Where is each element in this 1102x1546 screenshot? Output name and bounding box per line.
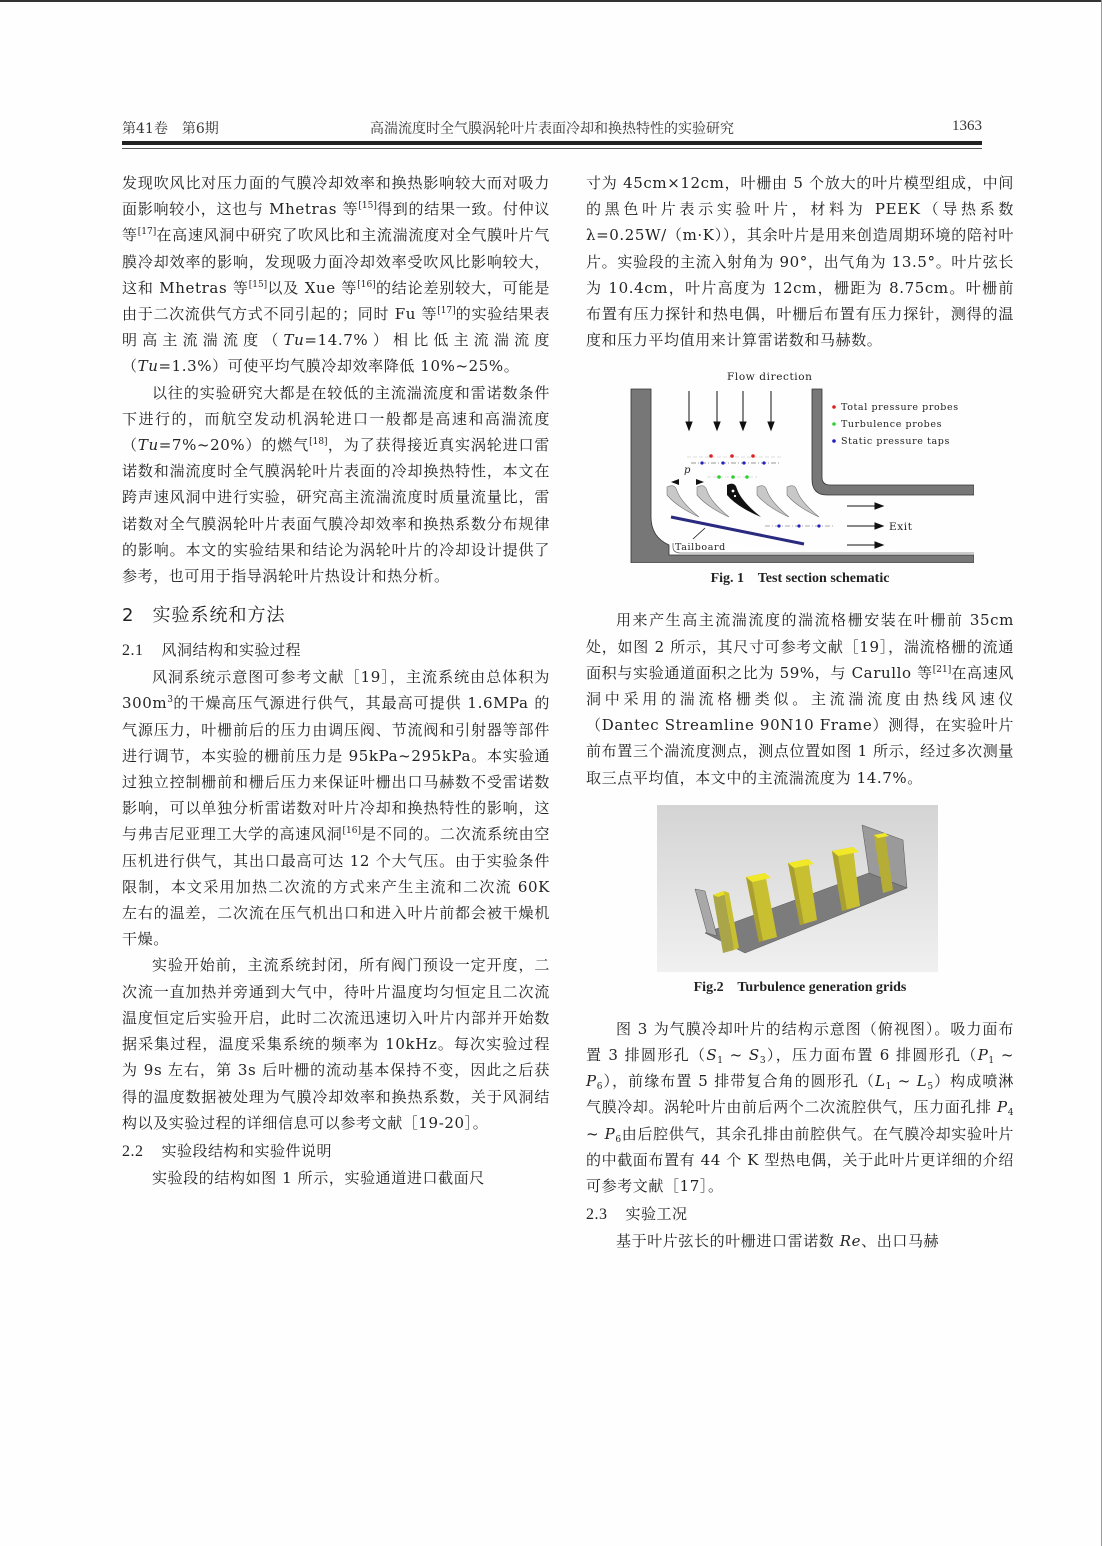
pitch-label: p: [684, 465, 692, 477]
paragraph: 实验开始前，主流系统封闭，所有阀门预设一定开度，二次流一直加热并旁通到大气中，待叶片温度均匀恒定且二次流温度恒定后实验开启，此时二次流迅速切入叶片内部并开始数据采集过程，温度采集系统的频率为 10kHz。每次实验过程为 9s 左右，第 3s 后叶栅的流动基本保持不变，因此之后获得的温度数据被处理为气膜冷却效率和换热系数，关于风洞结构以及实验过程的详细信息可以参考文献［19-20］。: [122, 956, 550, 1132]
figure-1: [586, 367, 1014, 589]
channel-wall-left-bottom: [631, 389, 974, 563]
static-pressure-taps-exit: [777, 525, 820, 528]
flow-arrows: [686, 391, 774, 430]
paragraph: 图 3 为气膜冷却叶片的结构示意图（俯视图）。吸力面布置 3 排圆形孔（$S_1$ ~ $S_3$），压力面布置 6 排圆形孔（$P_1$ ~ $P_6$），前缘布置 5 排带复合角的圆形孔（$L_1$ ~ $L_5$）构成喷淋气膜冷却。涡轮叶片由前后两个二次流腔供气，压力面孔排 $P_4$ ~ $P_6$由后腔供气，其余孔排由前腔供气。在气膜冷却实验叶片的中截面布置有 44 个 K 型热电偶，关于此叶片更详细的介绍可参考文献［17］。: [586, 1019, 1015, 1196]
section-heading-2-2: 2.2 实验段结构和实验件说明: [122, 1141, 333, 1160]
paragraph: 发现吹风比对压力面的气膜冷却效率和换热影响较大而对吸力面影响较小，这也与 Mhetras 等[15]得到的结果一致。付仲议等[17]在高速风洞中研究了吹风比和主流湍流度对全气膜叶片气膜冷却效率的影响，发现吸力面冷却效率受吹风比影响较大，这和 Mhetras 等[15]以及 Xue 等[16]的结论差别较大，可能是由于二次流供气方式不同引起的；同时 Fu 等[17]的实验结果表明高主流湍流度（Tu=14.7%）相比低主流湍流度（Tu=1.3%）可使平均气膜冷却效率降低 10%~25%。: [122, 174, 550, 376]
legend-dot-static: [832, 440, 836, 444]
paragraph: 实验段的结构如图 1 所示，实验通道进口截面尺: [152, 1168, 485, 1187]
figure-2-caption: Fig.2 Turbulence generation grids: [693, 979, 907, 995]
figure-2: [586, 805, 1014, 998]
page-number: 1363: [952, 118, 982, 134]
legend-total-pressure: Total pressure probes: [841, 402, 959, 414]
exit-arrows: [847, 503, 883, 548]
paragraph: 基于叶片弦长的叶栅进口雷诺数 Re、出口马赫: [616, 1232, 940, 1251]
figure-2-turbulence-grids: [657, 805, 938, 972]
flow-direction-label: Flow direction: [727, 371, 813, 384]
figure-1-test-section-schematic: [629, 367, 974, 563]
legend: [832, 402, 958, 447]
exit-label: Exit: [889, 521, 913, 534]
legend-static-pressure: Static pressure taps: [841, 436, 950, 448]
volume-issue: 第41卷 第6期: [122, 121, 219, 137]
test-blade: [727, 484, 761, 517]
legend-turbulence: Turbulence probes: [841, 419, 943, 431]
legend-dot-turbulence: [832, 423, 836, 427]
figure-1-caption: Fig. 1 Test section schematic: [710, 571, 890, 587]
left-column: [122, 170, 550, 1191]
legend-dot-total-pressure: [832, 406, 836, 410]
running-header: [122, 118, 982, 140]
section-heading-2-3: 2.3 实验工况: [586, 1205, 688, 1224]
tailboard-pointer: [693, 528, 705, 539]
paragraph: 用来产生高主流湍流度的湍流格栅安装在叶栅前 35cm 处，如图 2 所示，其尺寸可参考文献［19］，湍流格栅的流通面积与实验通道面积之比为 59%，与 Carullo 等[21]在高速风洞中采用的湍流格栅类似。主流湍流度由热线风速仪（Dantec Streamline 90N10 Frame）测得，在实验叶片前布置三个湍流度测点，测点位置如图 1 所示，经过多次测量取三点平均值，本文中的主流湍流度为 14.7%。: [586, 611, 1014, 787]
page-top-border: [0, 0, 1102, 2]
right-column: [586, 170, 1014, 1254]
header-rule-thick: [122, 141, 982, 145]
section-heading-2: 2 实验系统和方法: [122, 605, 286, 627]
header-rule-thin: [122, 148, 982, 149]
paragraph: 以往的实验研究大都是在较低的主流湍流度和雷诺数条件下进行的，而航空发动机涡轮进口一般都是高速和高湍流度（Tu=7%~20%）的燃气[18]，为了获得接近真实涡轮进口雷诺数和湍流度时全气膜涡轮叶片表面的冷却换热特性，本文在跨声速风洞中进行实验，研究高主流湍流度时质量流量比，雷诺数对全气膜涡轮叶片表面气膜冷却效率和换热系数分布规律的影响。本文的实验结果和结论为涡轮叶片的冷却设计提供了参考，也可用于指导涡轮叶片热设计和热分析。: [122, 383, 550, 586]
paragraph: 风洞系统示意图可参考文献［19］，主流系统由总体积为 $300m^3$的干燥高压气源进行供气，其最高可提供 1.6MPa 的气源压力，叶栅前后的压力由调压阀、节流阀和引射器等部件进行调节，本实验的栅前压力是 95kPa~295kPa。本实验通过独立控制栅前和栅后压力来保证叶栅出口马赫数不受雷诺数影响，可以单独分析雷诺数对叶片冷却和换热特性的影响，这与弗吉尼亚理工大学的高速风洞[16]是不同的。二次流系统由空压机进行供气，其出口最高可达 12 个大气压。由于实验条件限制，本文采用加热二次流的方式来产生主流和二次流 60K 左右的温差，二次流在压气机出口和进入叶片前都会被干燥机干燥。: [122, 668, 551, 949]
paragraph: 寸为 45cm×12cm，叶栅由 5 个放大的叶片模型组成，中间的黑色叶片表示实验叶片，材料为 PEEK（导热系数 λ=0.25W/（m·K）），其余叶片是用来创造周期环境的陪衬叶片。实验段的主流入射角为 90°，出气角为 13.5°。叶片弦长为 10.4cm，叶片高度为 12cm，栅距为 8.75cm。叶栅前布置有压力探针和热电偶，叶栅后布置有压力探针，测得的温度和压力平均值用来计算雷诺数和马赫数。: [586, 174, 1014, 350]
section-heading-2-1: 2.1 风洞结构和实验过程: [122, 641, 302, 660]
tailboard: [671, 517, 804, 544]
running-title: 高湍流度时全气膜涡轮叶片表面冷却和换热特性的实验研究: [370, 121, 734, 137]
tailboard-label: Tailboard: [675, 542, 726, 554]
